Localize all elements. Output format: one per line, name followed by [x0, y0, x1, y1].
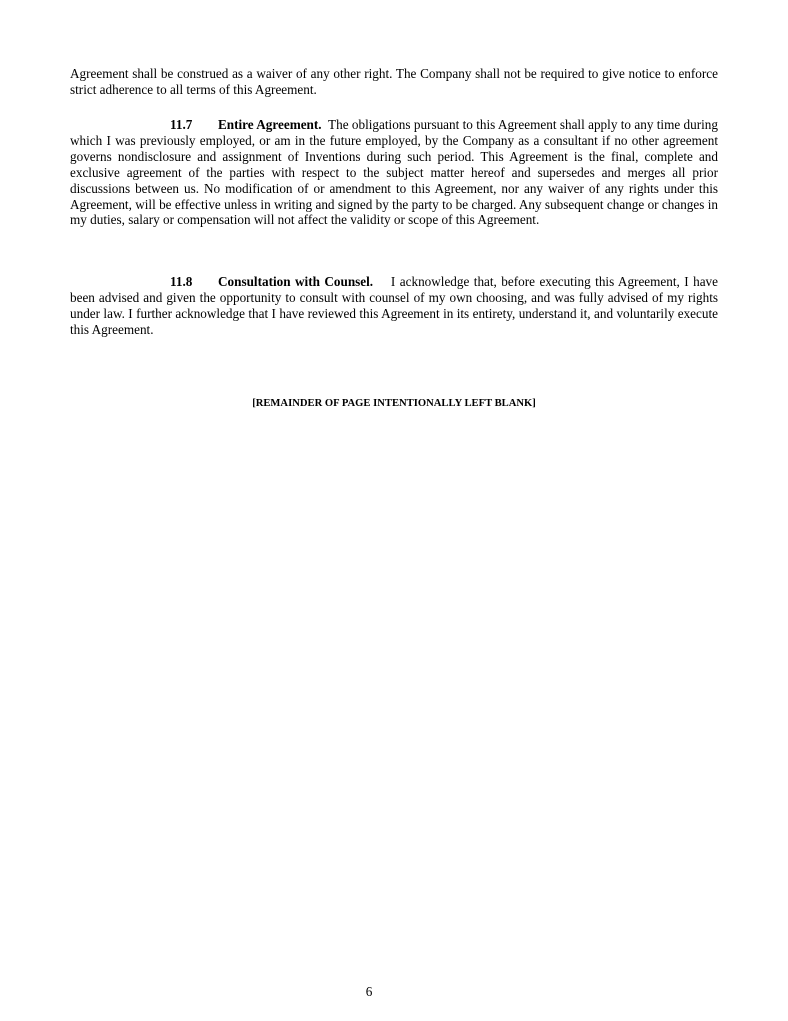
page-number: 6 — [365, 984, 373, 999]
section-title: Entire Agreement. — [218, 117, 322, 132]
remainder-notice: [REMAINDER OF PAGE INTENTIONALLY LEFT BLANK] — [252, 398, 536, 409]
continuation-paragraph: Agreement shall be construed as a waiver of any other right. The Company shall not be required to give notice to enforce strict adherence to all terms of this Agreement. — [70, 66, 718, 97]
section-body: I acknowledge that, before executing this Agreement, I have been advised and given the opportunity to consult with counsel of my own choosing, and was fully advised of my rights under law. I further acknowledge that I have reviewed this Agreement in its entirety, understand it, and voluntarily execute this Agreement. — [70, 274, 719, 337]
section-11-7 — [70, 117, 718, 228]
section-11-8 — [70, 274, 718, 338]
section-title: Consultation with Counsel. — [218, 274, 374, 289]
section-body: The obligations pursuant to this Agreement shall apply to any time during which I was previously employed, or am in the future employed, by the Company as a consultant if no other agreement governs nondisclosure and assignment of Inventions during such period. This Agreement is the final, complete and exclusive agreement of the parties with respect to the subject matter hereof and supersedes and merges all prior discussions between us. No modification of or amendment to this Agreement, nor any waiver of any rights under this Agreement, will be effective unless in writing and signed by the party to be charged. Any subsequent change or changes in my duties, salary or compensation will not affect the validity or scope of this Agreement. — [70, 117, 718, 228]
section-number: 11.8 — [170, 274, 193, 289]
section-number: 11.7 — [170, 117, 193, 132]
